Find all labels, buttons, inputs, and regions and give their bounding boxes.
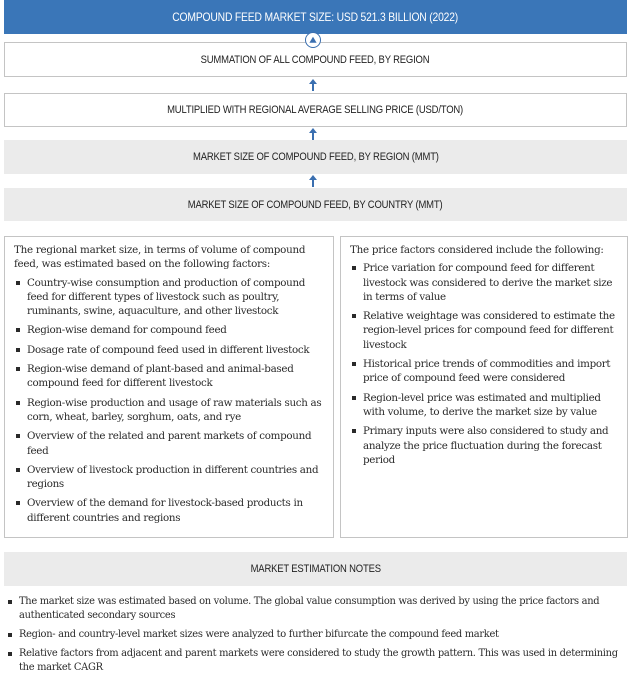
bullet-icon	[16, 367, 20, 371]
list-item: Relative weightage was considered to estimate the region-level prices for compound feed for different livestock	[350, 309, 621, 352]
list-item: The market size was estimated based on volume. The global value consumption was derived by using the price factors and authenticated secondary sources	[6, 595, 628, 623]
price-factors-panel	[340, 236, 628, 538]
up-arrow-icon	[309, 175, 317, 187]
bullet-icon	[352, 314, 356, 318]
bullet-icon	[16, 401, 20, 405]
bullet-icon	[352, 266, 356, 270]
circle-up-arrow-icon	[305, 32, 321, 48]
price-factors-intro: The price factors considered include the following:	[350, 244, 604, 256]
list-item: Region-wise production and usage of raw materials such as corn, wheat, barley, sorghum, oats, and rye	[14, 396, 325, 425]
summation-step-text: SUMMATION OF ALL COMPOUND FEED, BY REGION	[201, 53, 430, 66]
list-item: Dosage rate of compound feed used in different livestock	[14, 343, 325, 357]
price-factors-list	[350, 261, 621, 467]
country-market-size-step-box	[4, 188, 627, 221]
list-item: Region- and country-level market sizes were analyzed to further bifurcate the compound feed market	[6, 628, 628, 642]
list-item: Price variation for compound feed for different livestock was considered to derive the market size in terms of value	[350, 261, 621, 304]
region-market-size-step-text: MARKET SIZE OF COMPOUND FEED, BY REGION (MMT)	[192, 151, 439, 163]
bullet-icon	[8, 652, 12, 656]
bullet-icon	[16, 328, 20, 332]
up-arrow-icon	[309, 128, 317, 140]
list-item: Country-wise consumption and production of compound feed for different types of livestock such as poultry, ruminants, swine, aquaculture, and other livestock	[14, 276, 325, 319]
list-item: Region-wise demand of plant-based and animal-based compound feed for different livestock	[14, 362, 325, 391]
market-estimation-notes-header	[4, 552, 627, 586]
region-market-size-step-box	[4, 140, 627, 174]
volume-factors-list	[14, 276, 325, 525]
list-item: Overview of livestock production in different countries and regions	[14, 463, 325, 492]
volume-factors-intro: The regional market size, in terms of volume of compound feed, was estimated based on the following factors:	[14, 244, 306, 271]
list-item: Overview of the demand for livestock-based products in different countries and regions	[14, 496, 325, 525]
market-estimation-notes-title: MARKET ESTIMATION NOTES	[250, 563, 381, 575]
bullet-icon	[352, 429, 356, 433]
bullet-icon	[16, 434, 20, 438]
country-market-size-step-text: MARKET SIZE OF COMPOUND FEED, BY COUNTRY (MMT)	[188, 198, 443, 211]
list-item: Primary inputs were also considered to study and analyze the price fluctuation during the forecast period	[350, 424, 621, 467]
multiplied-price-step-box	[4, 93, 627, 127]
bullet-icon	[16, 281, 20, 285]
bullet-icon	[8, 600, 12, 604]
list-item: Historical price trends of commodities and import price of compound feed were considered	[350, 357, 621, 386]
list-item: Relative factors from adjacent and parent markets were considered to study the growth pattern. This was used in determining the market CAGR	[6, 647, 628, 675]
list-item: Region-wise demand for compound feed	[14, 323, 325, 337]
bullet-icon	[352, 362, 356, 366]
market-size-header-text: COMPOUND FEED MARKET SIZE: USD 521.3 BILLION (2022)	[172, 10, 459, 24]
market-size-header	[4, 0, 627, 34]
market-estimation-notes-list	[6, 595, 628, 680]
bullet-icon	[16, 348, 20, 352]
list-item: Region-level price was estimated and multiplied with volume, to derive the market size by value	[350, 391, 621, 420]
up-arrow-icon	[309, 79, 317, 91]
list-item: Overview of the related and parent markets of compound feed	[14, 429, 325, 458]
bullet-icon	[16, 501, 20, 505]
bullet-icon	[8, 633, 12, 637]
multiplied-price-step-text: MULTIPLIED WITH REGIONAL AVERAGE SELLING PRICE (USD/TON)	[167, 104, 464, 116]
bullet-icon	[352, 396, 356, 400]
bullet-icon	[16, 468, 20, 472]
volume-factors-panel	[4, 236, 334, 538]
